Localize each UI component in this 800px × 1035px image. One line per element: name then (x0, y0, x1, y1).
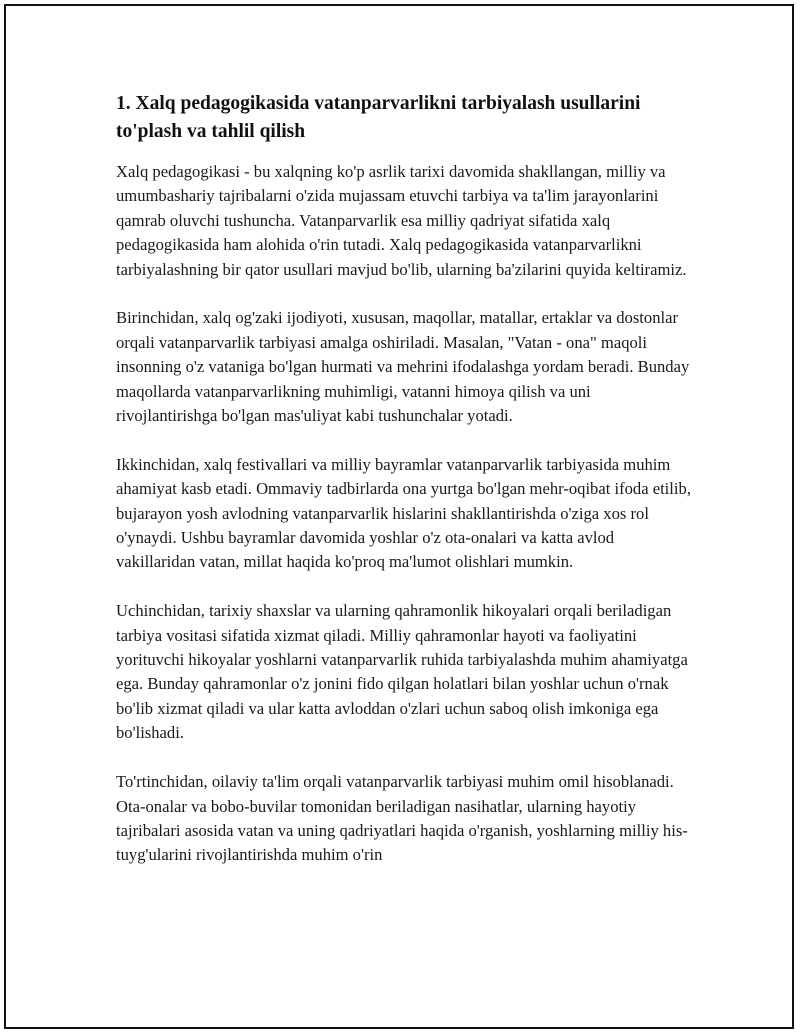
paragraph-first: Birinchidan, xalq og'zaki ijodiyoti, xususan, maqollar, matallar, ertaklar va dostonlar orqali vatanparvarlik tarbiyasi amalga oshiriladi. Masalan, "Vatan - ona" maqoli insonning o'z vataniga bo'lgan hurmati va mehrini ifodalashga yordam beradi. Bunday maqollarda vatanparvarlikning muhimligi, vatanni himoya qilish va uni rivojlantirishga bo'lgan mas'uliyat kabi tushunchalar yotadi. (116, 308, 690, 426)
paragraph-second: Ikkinchidan, xalq festivallari va milliy bayramlar vatanparvarlik tarbiyasida muhim ahamiyat kasb etadi. Ommaviy tadbirlarda ona yurtga bo'lgan mehr-oqibat ifoda etilib, bujarayon yosh avlodning vatanparvarlik hislarini shakllantirishda o'ziga xos rol o'ynaydi. Ushbu bayramlar davomida yoshlar o'z ota-onalari va katta avlod vakillaridan vatan, millat haqida ko'proq ma'lumot olishlari mumkin. (116, 454, 691, 572)
paragraph-intro: Xalq pedagogikasi - bu xalqning ko'p asrlik tarixi davomida shakllangan, milliy va umumbashariy tajribalarni o'zida mujassam etuvchi tarbiya va ta'lim jarayonlarini qamrab oluvchi tushuncha. Vatanparvarlik esa milliy qadriyat sifatida xalq pedagogikasida ham alohida o'rin tutadi. Xalq pedagogikasida vatanparvarlikni tarbiyalashning bir qator usullari mavjud bo'lib, ularning ba'zilarini quyida keltiramiz. (116, 162, 687, 279)
paragraph-third: Uchinchidan, tarixiy shaxslar va ularning qahramonlik hikoyalari orqali beriladigan tarbiya vositasi sifatida xizmat qiladi. Milliy qahramonlar hayoti va faoliyatini yorituvchi hikoyalar yoshlarni vatanparvarlik ruhida tarbiyalashda muhim ahamiyatga ega. Bunday qahramonlar o'z jonini fido qilgan holatlari bilan yoshlar uchun o'rnak bo'lib xizmat qiladi va ular katta avloddan o'zlari uchun saboq olish imkoniga ega bo'lishadi. (116, 601, 688, 743)
paragraph-fourth: To'rtinchidan, oilaviy ta'lim orqali vatanparvarlik tarbiyasi muhim omil hisoblanadi. Ota-onalar va bobo-buvilar tomonidan beriladigan nasihatlar, ularning hayotiy tajribalari asosida vatan va uning qadriyatlari haqida o'rganish, yoshlarning milliy his-tuyg'ularini rivojlantirishda muhim o'rin (116, 772, 688, 865)
section-heading: 1. Xalq pedagogikasida vatanparvarlikni tarbiyalash usullarini to'plash va tahlil qilish (116, 93, 641, 142)
document-body (114, 90, 694, 868)
